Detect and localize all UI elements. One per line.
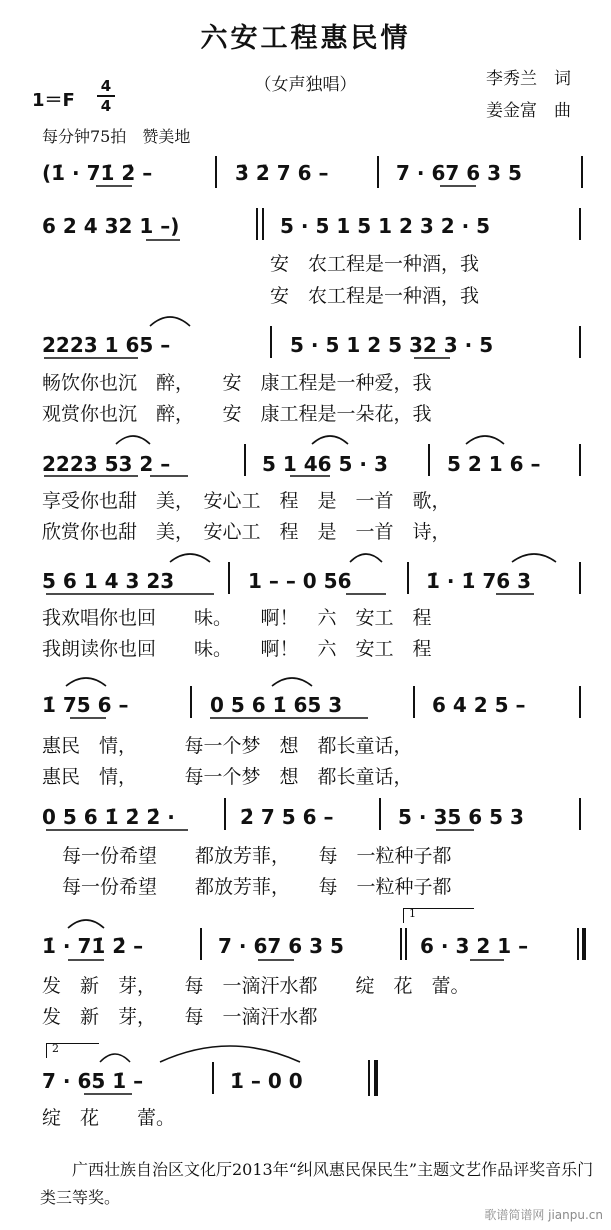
slur [466,436,504,444]
system-7-lyrics-verse-1: 每一份希望 都放芳菲， 每 一粒种子都 [62,845,452,867]
system-4-measure-1: 2223 53 2 – [42,452,171,476]
lyricist-credit: 李秀兰 词 [486,69,571,89]
system-8-measure-3: 6 · 3 2 1 – [420,934,529,958]
system-8-lyrics-verse-2: 发 新 芽， 每 一滴汗水都 [42,1006,318,1028]
system-1-measure-3: 7 · 67 6 3 5 [396,161,522,185]
system-9-measure-1: 7 · 65 1̇ – [42,1069,144,1093]
system-5-measure-3: 1̇ · 1̇ 76 3 [426,569,532,593]
slur [68,920,104,928]
system-6-lyrics-verse-2: 惠民 情， 每一个梦 想 都长童话， [42,766,413,788]
system-4-measure-3: 5 2 1 6 – [447,452,541,476]
system-4-lyrics-verse-2: 欣赏你也甜 美， 安心工 程 是 一首 诗， [42,521,451,543]
slur [150,317,190,326]
slur [512,554,556,562]
system-7-measure-1: 0 5 6 1̇ 2̇ 2̇ · [42,805,175,829]
tie [160,1046,300,1062]
system-6-lyrics-verse-1: 惠民 情， 每一个梦 想 都长童话， [42,735,413,757]
tempo-marking: 每分钟75拍 赞美地 [42,127,191,146]
system-4-measure-2: 5 1 46 5 · 3 [262,452,388,476]
song-title: 六安工程惠民情 [200,23,411,54]
system-6-measure-2: 0 5 6 1̇ 65 3 [210,693,343,717]
volta-number-1: 1 [409,907,416,920]
system-5-lyrics-verse-1: 我欢唱你也回 味。 啊！ 六 安工 程 [42,607,432,629]
system-9-measure-2: 1̇ – 0 0 [230,1069,303,1093]
slur [312,436,348,444]
slur [66,678,106,686]
time-signature-top: 4 [100,77,112,95]
system-5-lyrics-verse-2: 我朗读你也回 味。 啊！ 六 安工 程 [42,638,432,660]
award-footnote: 广西壮族自治区文化厅2013年“纠风惠民保民生”主题文艺作品评奖音乐门类三等奖。 [40,1160,594,1207]
watermark: 歌谱简谱网 jianpu.cn [484,1208,603,1222]
key-signature: 1＝F [32,90,75,111]
system-6-measure-1: 1̇ 75 6 – [42,693,129,717]
system-9-lyrics: 绽 花 蕾。 [42,1107,176,1129]
system-7-lyrics-verse-2: 每一份希望 都放芳菲， 每 一粒种子都 [62,876,452,898]
system-8-lyrics-verse-1: 发 新 芽， 每 一滴汗水都 绽 花 蕾。 [42,975,470,997]
system-6-measure-3: 6 4 2 5 – [432,693,526,717]
system-7-measure-3: 5 · 35 6 5 3 [398,805,524,829]
system-2-measure-1: 6 2 4 32 1 –) [42,214,180,238]
volta-number-2: 2 [52,1042,59,1055]
system-2-lyrics-verse-1: 安 农工程是一种酒，我 [270,253,480,275]
song-subtitle: （女声独唱） [254,75,357,95]
system-2-lyrics-verse-2: 安 农工程是一种酒，我 [270,285,480,307]
system-3-measure-1: 2223 1 65 – [42,333,171,357]
system-8-measure-2: 7 · 67 6 3 5 [218,934,344,958]
slur [350,554,382,562]
slur [170,554,210,562]
system-1-measure-1: (1̇ · 71̇ 2̇ – [42,161,153,185]
slur [272,678,312,686]
system-5-measure-1: 5 6 1 4 3 23 [42,569,175,593]
system-2-measure-2: 5 · 5 1 5 1 2 3 2 · 5 [280,214,491,238]
slur [116,436,150,444]
slur [100,1054,130,1062]
time-signature-bottom: 4 [100,97,112,115]
system-3-lyrics-verse-1: 畅饮你也沉 醉， 安 康工程是一种爱，我 [42,372,432,394]
system-3-lyrics-verse-2: 观赏你也沉 醉， 安 康工程是一朵花，我 [42,403,432,425]
system-5-measure-2: 1 – – 0 56 [248,569,352,593]
composer-credit: 姜金富 曲 [486,101,571,121]
system-4-lyrics-verse-1: 享受你也甜 美， 安心工 程 是 一首 歌， [42,490,451,512]
system-8-measure-1: 1̇ · 71̇ 2̇ – [42,934,144,958]
system-3-measure-2: 5 · 5 1 2 5 32 3 · 5 [290,333,494,357]
system-7-measure-2: 2̇ 7 5 6 – [240,805,334,829]
system-1-measure-2: 3̇ 2̇ 7 6 – [235,161,329,185]
